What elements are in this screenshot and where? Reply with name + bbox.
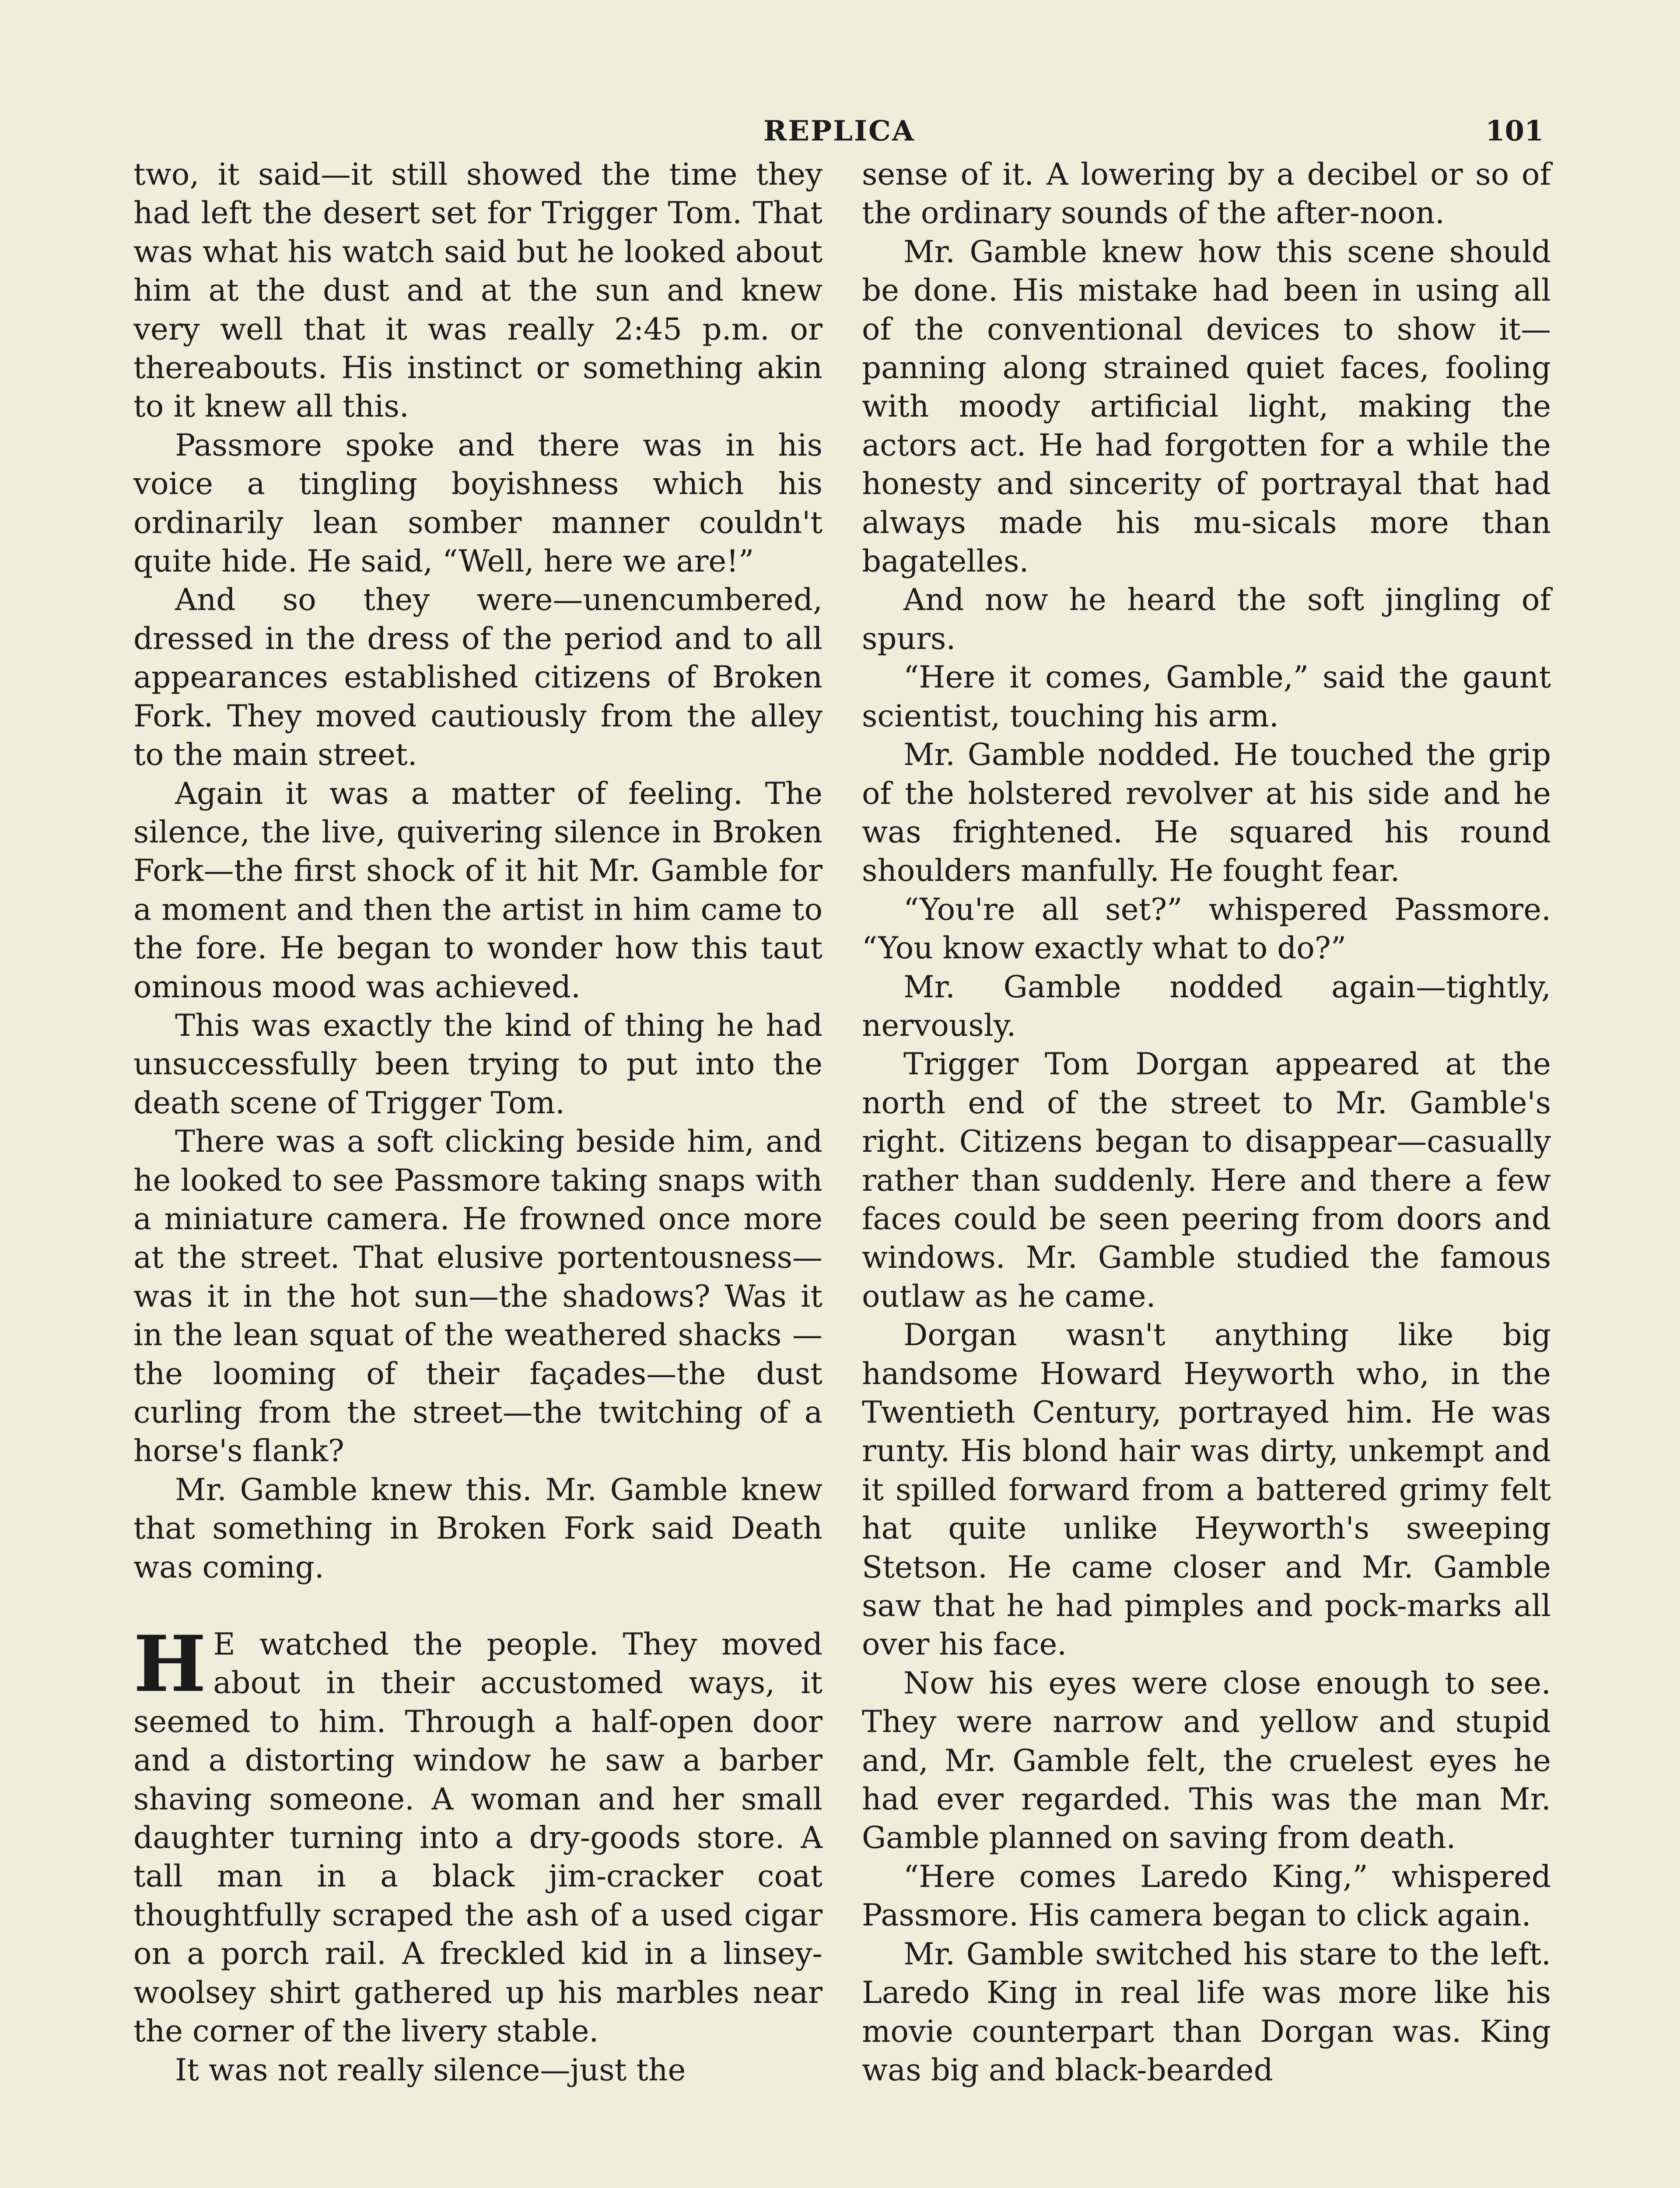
paragraph: Mr. Gamble switched his stare to the left. Laredo King in real life was more like his movie counterpart than Dorgan was. King was big and black-bearded xyxy=(862,1936,1551,2088)
section-opening-paragraph xyxy=(133,1619,822,2051)
paragraph: Mr. Gamble knew this. Mr. Gamble knew that something in Broken Fork said Death was coming. xyxy=(133,1472,822,1585)
running-head xyxy=(0,115,1680,150)
drop-cap: H xyxy=(133,1619,206,1710)
paragraph: sense of it. A lowering by a decibel or so of the ordinary sounds of the after-noon. xyxy=(862,157,1551,231)
paragraph: Mr. Gamble nodded. He touched the grip of the holstered revolver at his side and he was frightened. He squared his round shoulders manfully. He fought fear. xyxy=(862,737,1551,889)
paragraph: “Here comes Laredo King,” whispered Passmore. His camera began to click again. xyxy=(862,1859,1551,1933)
right-column xyxy=(862,155,1551,2090)
paragraph: Mr. Gamble nodded again—tightly, nervously. xyxy=(862,969,1551,1043)
left-column xyxy=(133,155,822,2090)
paragraph: Dorgan wasn't anything like big handsome Howard Heyworth who, in the Twentieth Century, portrayed him. He was runty. His blond hair was dirty, unkempt and it spilled forward from a battered grimy felt hat quite unlike Heyworth's sweeping Stetson. He came closer and Mr. Gamble saw that he had pimples and pock-marks all over his face. xyxy=(862,1318,1551,1662)
paragraph: Again it was a matter of feeling. The silence, the live, quivering silence in Broken Fork—the first shock of it hit Mr. Gamble for a moment and then the artist in him came to the fore. He began to wonder how this taut ominous mood was achieved. xyxy=(133,776,822,1005)
paragraph: two, it said—it still showed the time they had left the desert set for Trigger Tom. That was what his watch said but he looked about him at the dust and at the sun and knew very well that it was really 2:45 p.m. or thereabouts. His instinct or something akin to it knew all this. xyxy=(133,157,822,424)
paragraph: “Here it comes, Gamble,” said the gaunt scientist, touching his arm. xyxy=(862,660,1551,734)
running-title: REPLICA xyxy=(763,115,915,147)
paragraph: Mr. Gamble knew how this scene should be done. His mistake had been in using all of the conventional devices to show it—panning along strained quiet faces, fooling with moody artificial light, making the actors act. He had forgotten for a while the honesty and sincerity of portrayal that had always made his mu-sicals more than bagatelles. xyxy=(862,234,1551,579)
paragraph: There was a soft clicking beside him, and he looked to see Passmore taking snaps with a miniature camera. He frowned once more at the street. That elusive portentousness—was it in the hot sun—the shadows? Was it in the lean squat of the weathered shacks —the looming of their façades—the dust curling from the street—the twitching of a horse's flank? xyxy=(133,1124,822,1469)
page-number: 101 xyxy=(1485,115,1544,147)
paragraph: Trigger Tom Dorgan appeared at the north end of the street to Mr. Gamble's right. Citizens began to disappear—casually rather than suddenly. Here and there a few faces could be seen peering from doors and windows. Mr. Gamble studied the famous outlaw as he came. xyxy=(862,1047,1551,1314)
paragraph: This was exactly the kind of thing he had unsuccessfully been trying to put into the death scene of Trigger Tom. xyxy=(133,1008,822,1121)
paragraph: “You're all set?” whispered Passmore. “You know exactly what to do?” xyxy=(862,892,1551,966)
paragraph: Now his eyes were close enough to see. They were narrow and yellow and stupid and, Mr. Gamble felt, the cruelest eyes he had ever regarded. This was the man Mr. Gamble planned on saving from death. xyxy=(862,1666,1551,1856)
paragraph-text: E watched the people. They moved about in their accustomed ways, it seemed to him. Through a half-open door and a distorting window he saw a barber shaving someone. A woman and her small daughter turning into a dry-goods store. A tall man in a black jim-cracker coat thoughtfully scraped the ash of a used cigar on a porch rail. A freckled kid in a linsey-woolsey shirt gathered up his marbles near the corner of the livery stable. xyxy=(133,1627,822,2049)
paragraph: And now he heard the soft jingling of spurs. xyxy=(862,582,1551,656)
paragraph: And so they were—unencumbered, dressed in the dress of the period and to all appearances established citizens of Broken Fork. They moved cautiously from the alley to the main street. xyxy=(133,582,822,773)
paragraph: Passmore spoke and there was in his voice a tingling boyishness which his ordinarily lean somber manner couldn't quite hide. He said, “Well, here we are!” xyxy=(133,428,822,579)
paragraph: It was not really silence—just the xyxy=(175,2052,686,2088)
